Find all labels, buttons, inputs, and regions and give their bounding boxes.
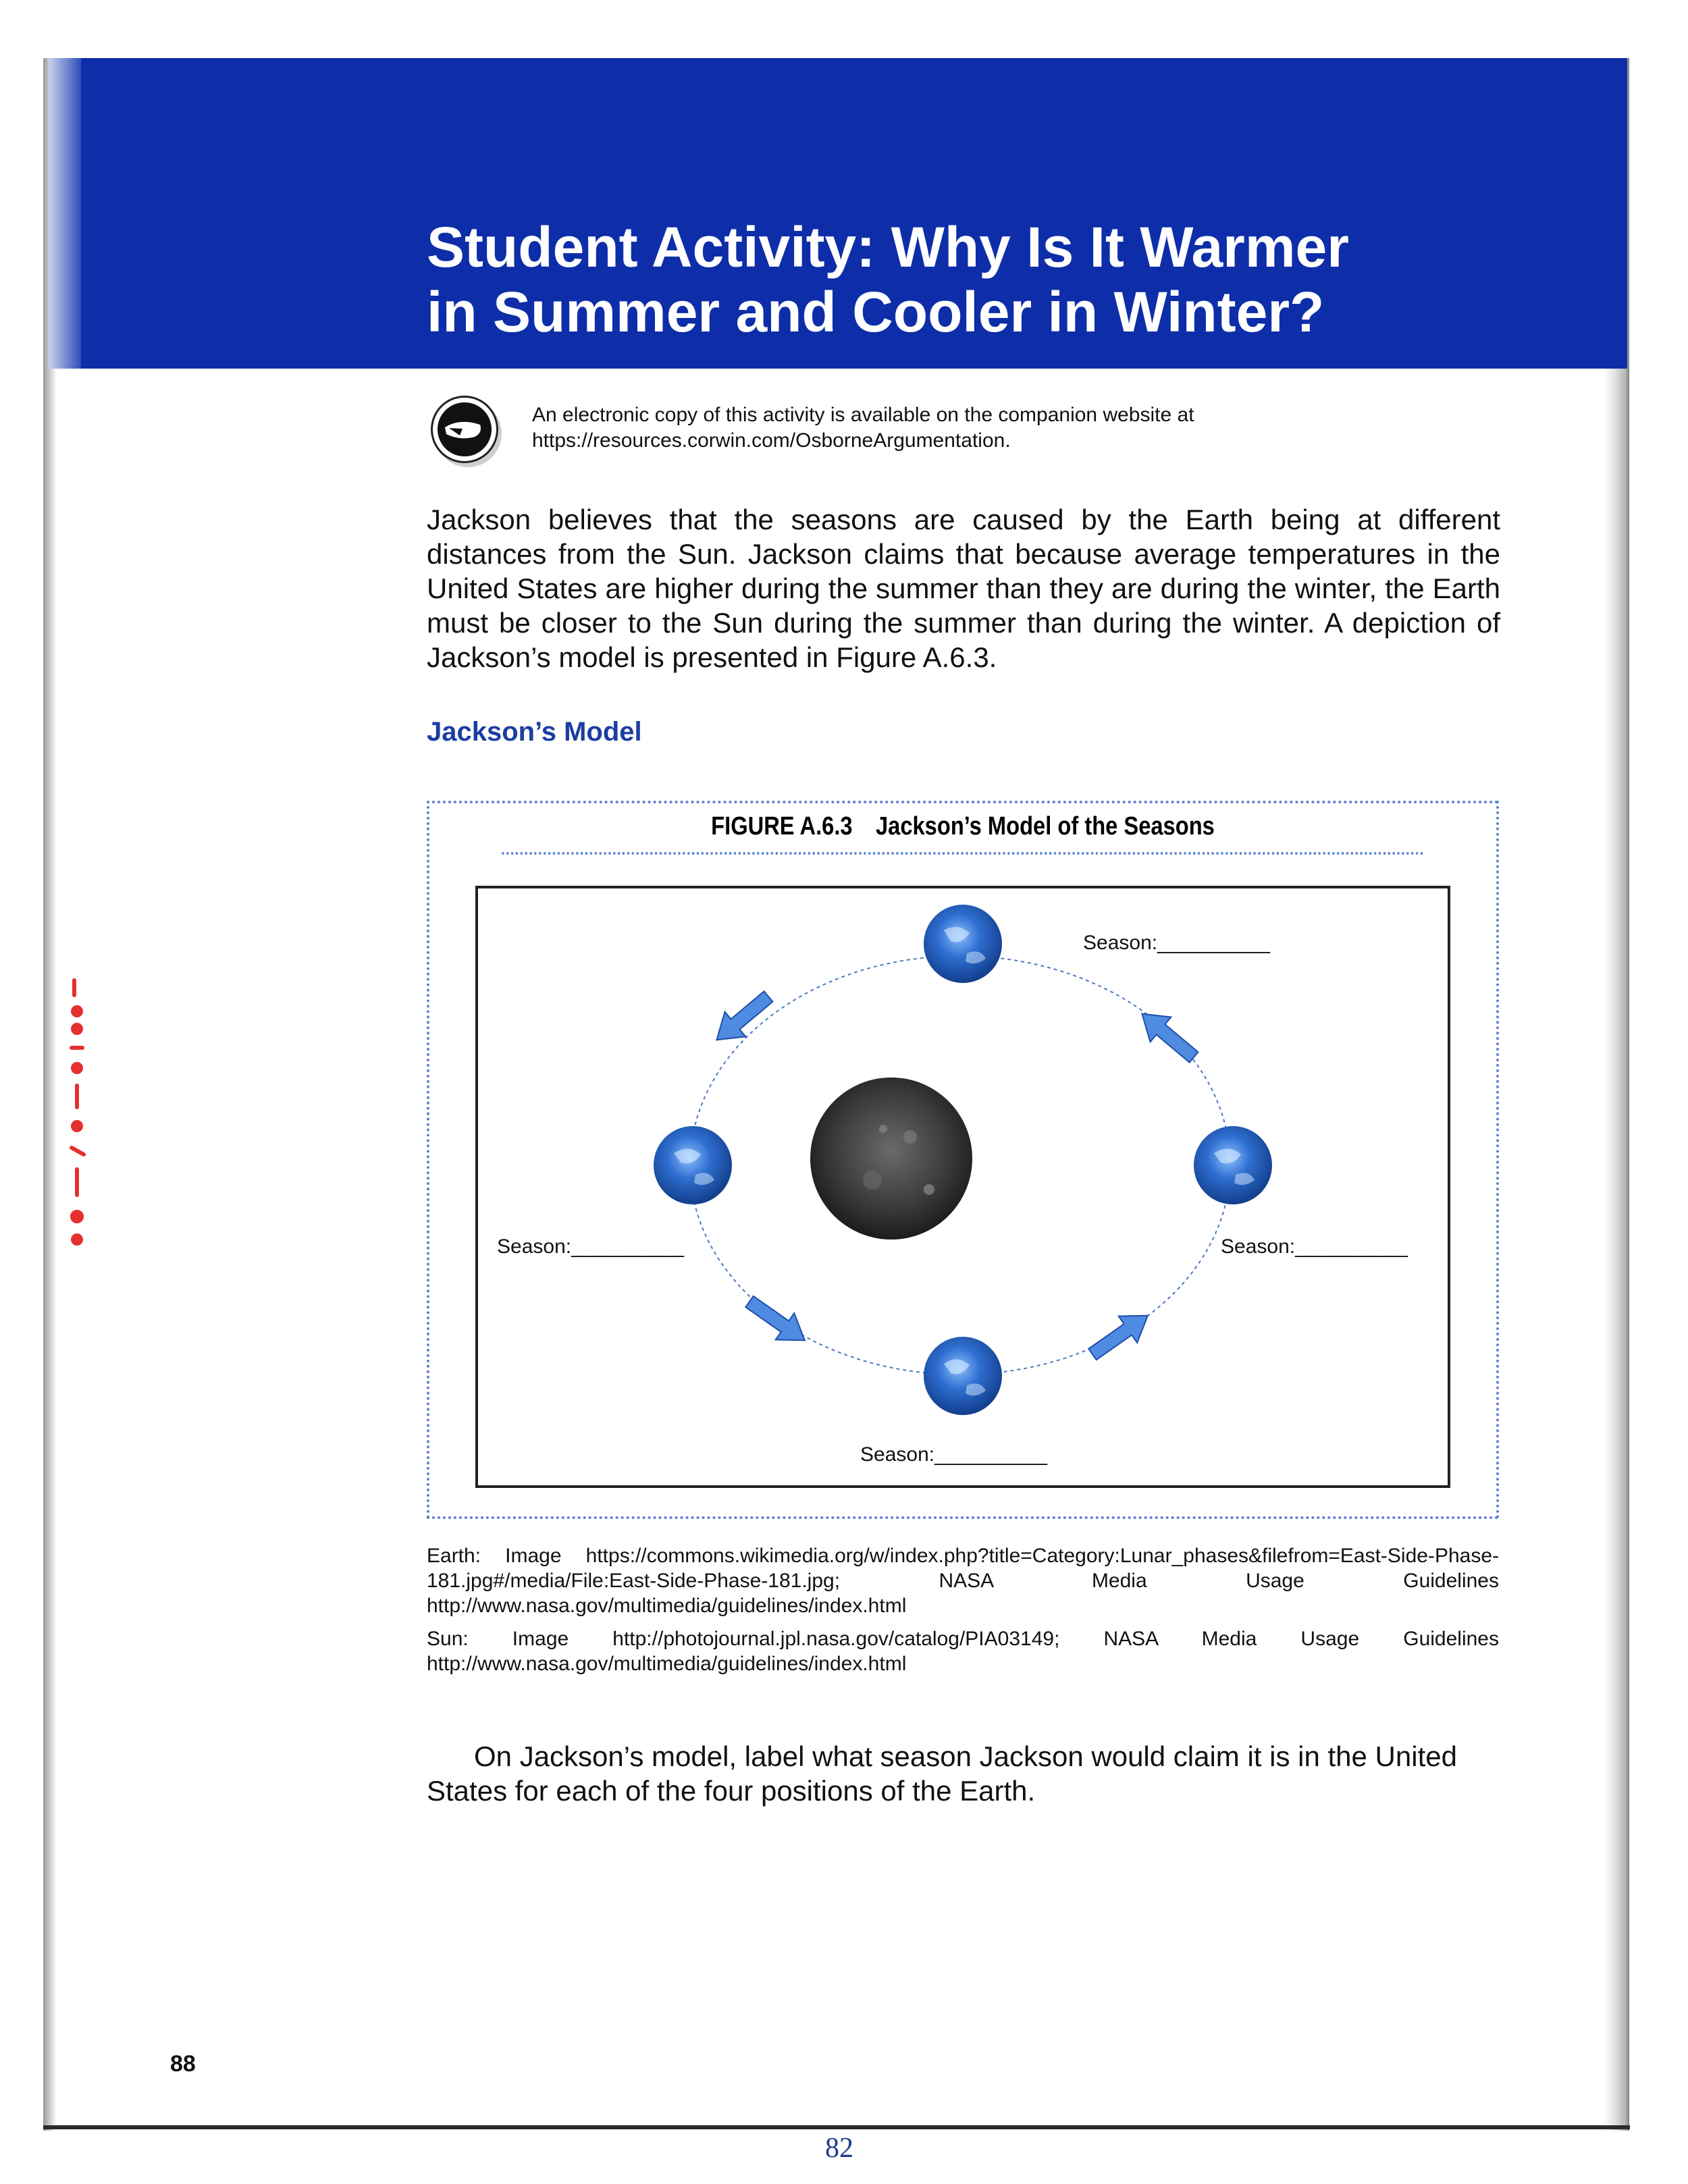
figure-caption: [502, 801, 1424, 855]
seasons-diagram: [475, 886, 1450, 1488]
section-heading: Jackson’s Model: [427, 717, 642, 747]
earth-left: [654, 1126, 732, 1204]
sun: [810, 1077, 972, 1240]
page-number: 88: [170, 2051, 196, 2077]
season-label-left: Season:__________: [497, 1235, 684, 1258]
earth-right: [1194, 1126, 1272, 1204]
earth-bottom: [924, 1337, 1002, 1415]
figure-label: FIGURE A.6.3: [711, 811, 853, 841]
page-title: [427, 215, 1575, 344]
instruction-paragraph: On Jackson’s model, label what season Jackson would claim it is in the United States for each of the four positions of the Earth.: [427, 1740, 1457, 1807]
intro-paragraph: Jackson believes that the seasons are caused by the Earth being at different distances from the Sun. Jackson claims that because average temperatures in the United States are higher during the summer than they are during the winter, the Earth must be closer to the Sun during the summer than during the winter. A depiction of Jackson’s model is presented in Figure A.6.3.: [427, 504, 1500, 673]
image-credits: [427, 1543, 1499, 1684]
orbit-arrow-top-right: [1132, 1001, 1204, 1069]
orbit-arrow-bottom-right: [1083, 1302, 1157, 1368]
seasons-diagram-svg: [478, 888, 1448, 1485]
credit-earth: Earth: Image https://commons.wikimedia.org/w/index.php?title=Category:Lunar_phases&filefrom=East-Side-Phase-181.jpg#/media/File:East-Side-Phase-181.jpg; NASA Media Usage Guidelines http://www.nasa.gov/multimedia/guidelines/index.html: [427, 1545, 1499, 1617]
banner-edge: [49, 58, 81, 369]
cd-disc-icon: [431, 396, 498, 463]
handwritten-margin-mark: [47, 972, 101, 1256]
season-label-top: Season:__________: [1083, 932, 1270, 954]
title-line-2: in Summer and Cooler in Winter?: [427, 280, 1325, 344]
earth-top: [924, 905, 1002, 983]
orbit-arrow-bottom-left: [740, 1288, 814, 1354]
season-label-bottom: Season:__________: [860, 1443, 1047, 1466]
credit-sun: Sun: Image http://photojournal.jpl.nasa.gov/catalog/PIA03149; NASA Media Usage Guidelines http://www.nasa.gov/multimedia/guidelines/index.html: [427, 1628, 1499, 1675]
electronic-copy-note: An electronic copy of this activity is available on the companion website at https://resources.corwin.com/OsborneArgumentation.: [532, 404, 1194, 452]
page-bottom-edge: [43, 2125, 1630, 2129]
page-gutter-shadow: [1604, 58, 1629, 2131]
season-label-right: Season:__________: [1221, 1235, 1408, 1258]
title-line-1: Student Activity: Why Is It Warmer: [427, 215, 1349, 279]
figure-title: Jackson’s Model of the Seasons: [875, 811, 1215, 841]
scan-page-number: 82: [825, 2133, 853, 2164]
